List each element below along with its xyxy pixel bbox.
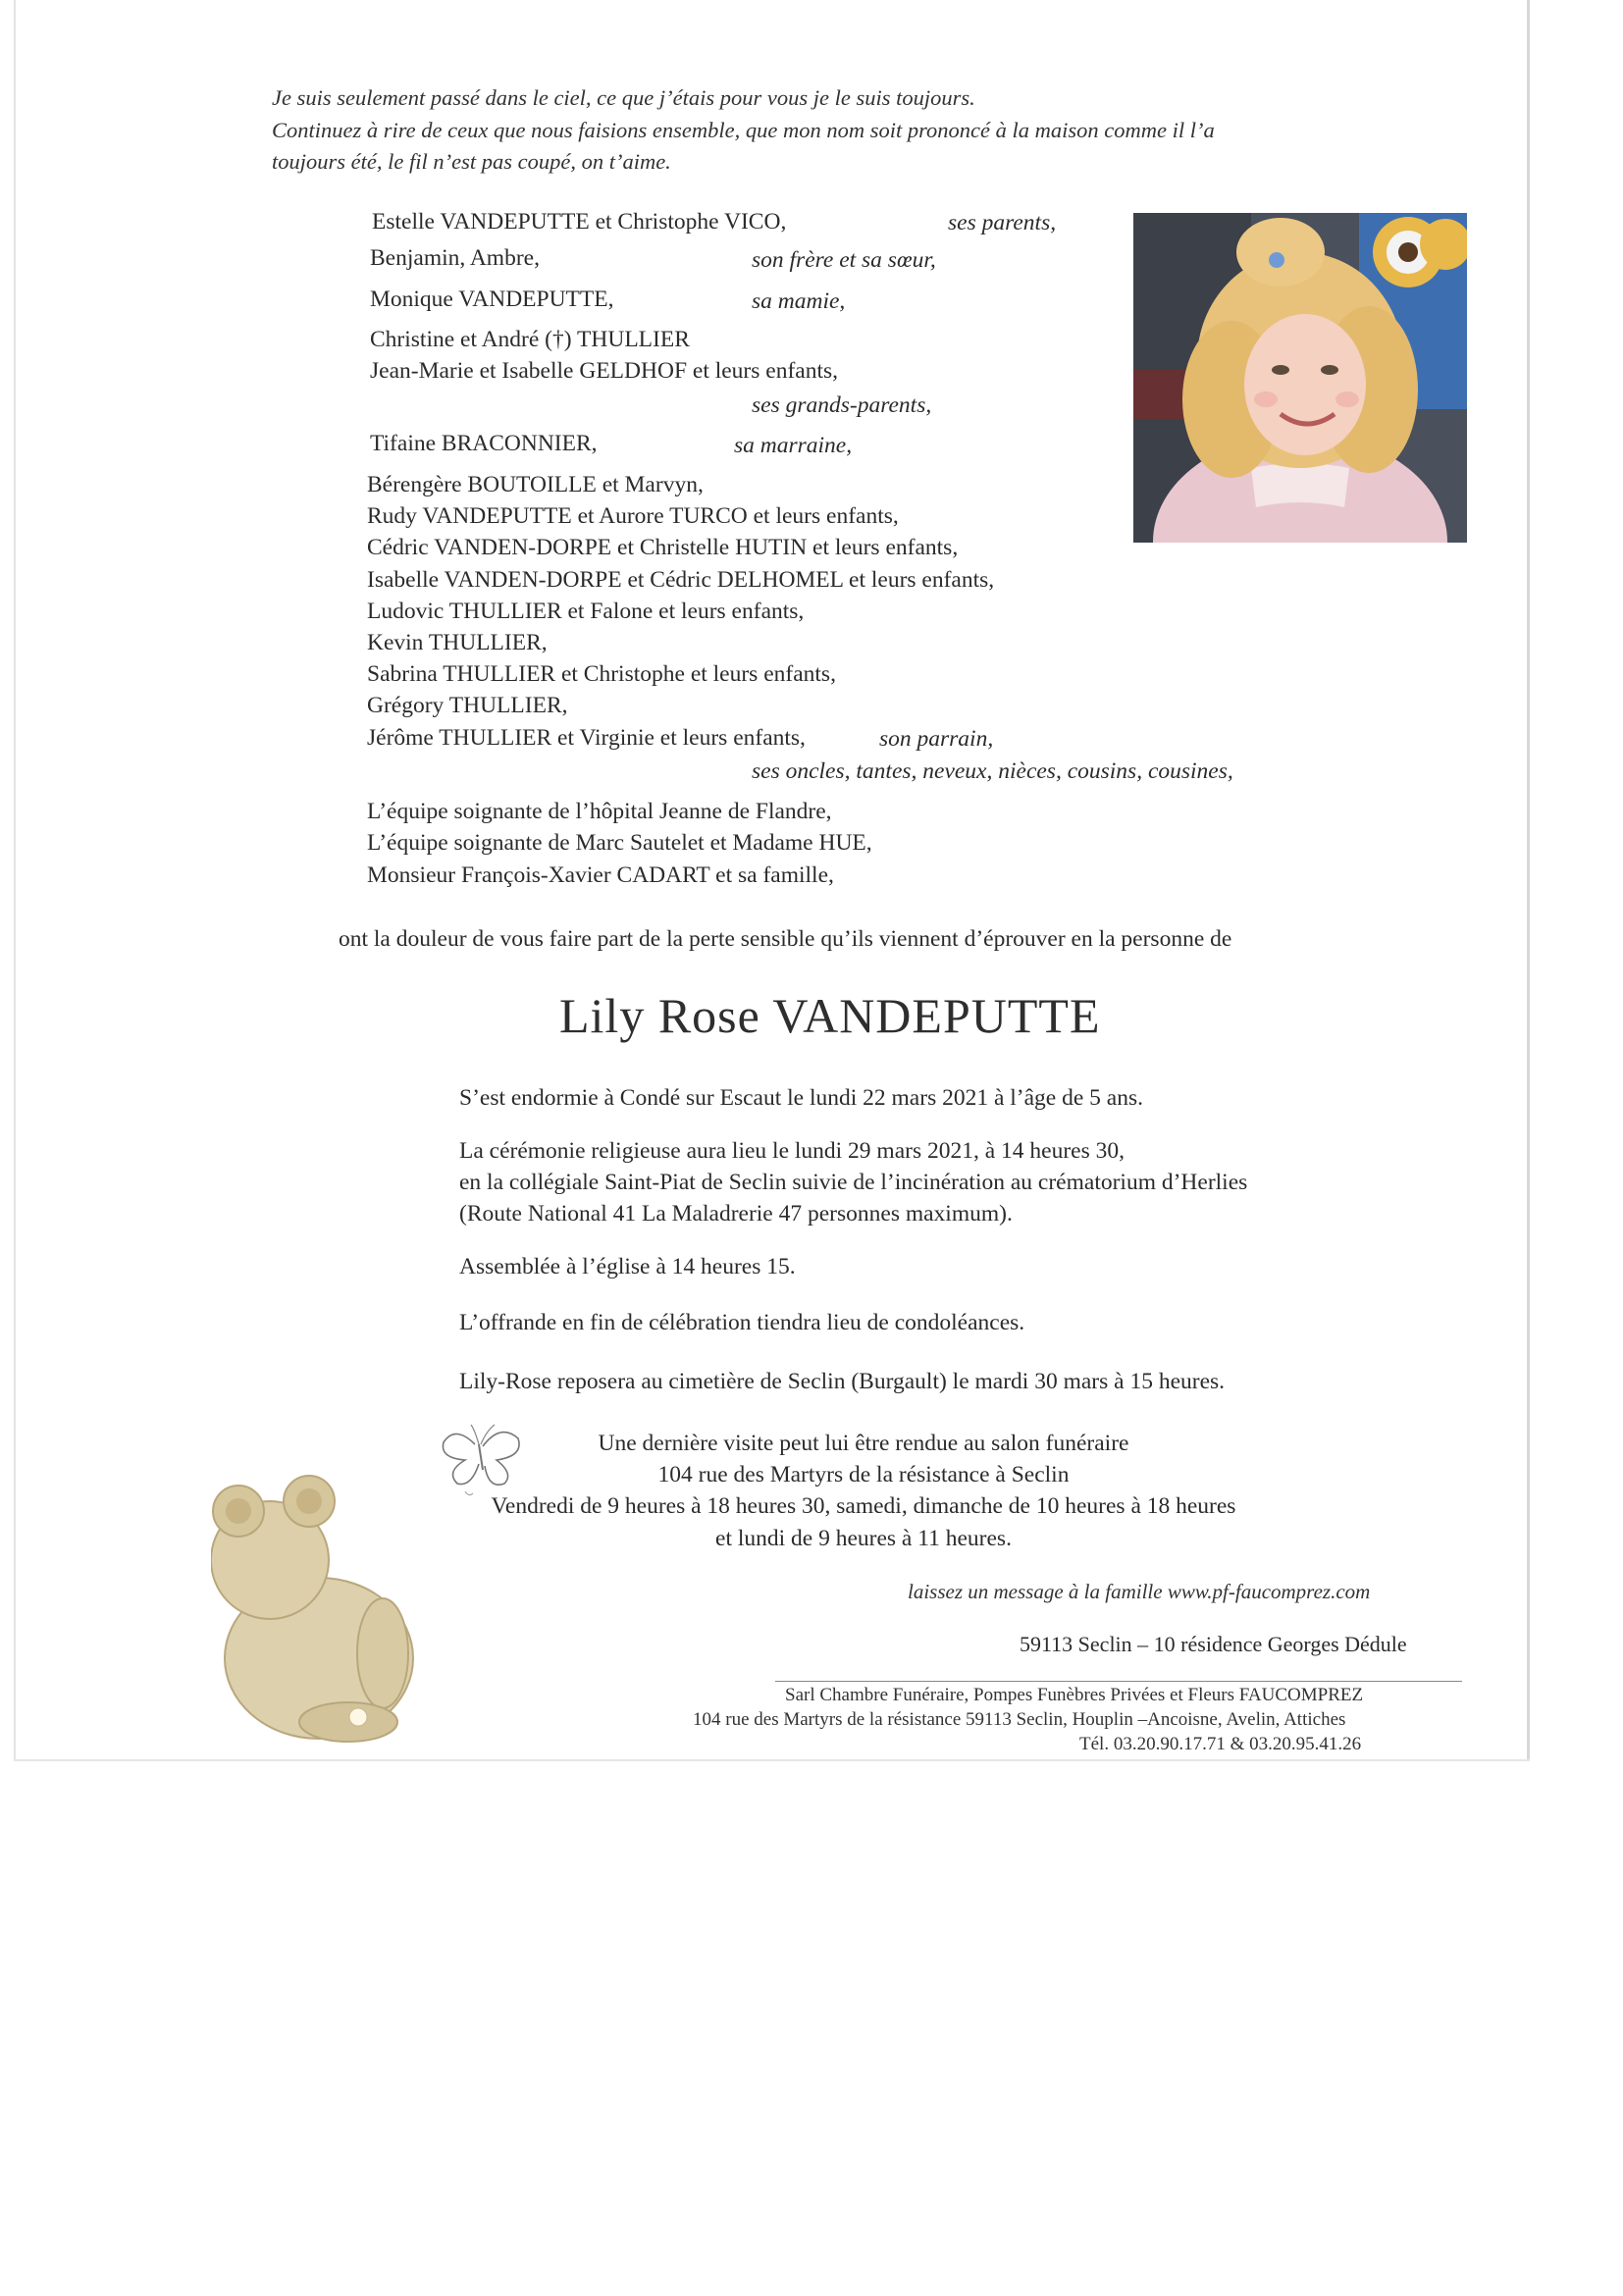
funeral-home-address: 104 rue des Martyrs de la résistance 59113 Seclin, Houplin –Ancoisne, Avelin, Attiches [693,1709,1346,1730]
scan-border-left [14,0,16,1761]
visit-line: Une dernière visite peut lui être rendue au salon funéraire [598,1431,1129,1456]
rest-notice: Lily-Rose reposera au cimetière de Seclin (Burgault) le mardi 30 mars à 15 heures. [459,1369,1226,1394]
announcement: ont la douleur de vous faire part de la perte sensible qu’ils viennent d’éprouver en la personne de [339,926,1232,952]
message-link[interactable]: laissez un message à la famille www.pf-faucomprez.com [908,1580,1371,1603]
family-uncle: Jérôme THULLIER et Virginie et leurs enfants, [367,725,806,751]
funeral-home-phone: Tél. 03.20.90.17.71 & 03.20.95.41.26 [1079,1734,1362,1754]
relation-parents: ses parents, [948,210,1057,235]
family-uncle: Isabelle VANDEN-DORPE et Cédric DELHOMEL et leurs enfants, [367,567,995,593]
care-team: Monsieur François-Xavier CADART et sa famille, [367,862,834,888]
relation-mamie: sa mamie, [752,288,846,314]
family-uncle: Grégory THULLIER, [367,693,568,718]
relation-siblings: son frère et sa sœur, [752,247,936,273]
family-mamie: Monique VANDEPUTTE, [370,287,614,312]
child-photo-illustration [1133,213,1467,543]
teddy-bear-illustration [211,1452,427,1747]
butterfly-sketch [436,1415,530,1503]
family-siblings: Benjamin, Ambre, [370,245,540,271]
poem-line: toujours été, le fil n’est pas coupé, on t’aime. [272,149,671,174]
family-uncle: Bérengère BOUTOILLE et Marvyn, [367,472,704,497]
visit-line: Vendredi de 9 heures à 18 heures 30, samedi, dimanche de 10 heures à 18 heures [491,1493,1236,1519]
visit-line: 104 rue des Martyrs de la résistance à Seclin [657,1462,1070,1487]
family-address: 59113 Seclin – 10 résidence Georges Dédule [1020,1632,1407,1656]
relation-marraine: sa marraine, [734,433,853,458]
family-grandparents-2: Jean-Marie et Isabelle GELDHOF et leurs enfants, [370,358,839,384]
death-notice: S’est endormie à Condé sur Escaut le lundi 22 mars 2021 à l’âge de 5 ans. [459,1085,1143,1111]
scan-border-bottom [14,1759,1530,1761]
relation-grandparents: ses grands-parents, [752,392,932,418]
relation-uncles: ses oncles, tantes, neveux, nièces, cousins, cousines, [752,758,1233,784]
family-parents: Estelle VANDEPUTTE et Christophe VICO, [372,209,787,235]
family-uncle: Kevin THULLIER, [367,630,548,655]
ceremony-line: en la collégiale Saint-Piat de Seclin suivie de l’incinération au crématorium d’Herlies [459,1170,1248,1195]
poem-line: Je suis seulement passé dans le ciel, ce que j’étais pour vous je le suis toujours. [272,85,975,110]
family-uncle: Sabrina THULLIER et Christophe et leurs enfants, [367,661,836,687]
ceremony-line: (Route National 41 La Maladrerie 47 personnes maximum). [459,1201,1013,1226]
relation-parrain: son parrain, [879,726,994,752]
offering-notice: L’offrande en fin de célébration tiendra lieu de condoléances. [459,1310,1025,1335]
care-team: L’équipe soignante de Marc Sautelet et Madame HUE, [367,830,872,856]
care-team: L’équipe soignante de l’hôpital Jeanne de Flandre, [367,799,832,824]
deceased-name: Lily Rose VANDEPUTTE [559,988,1101,1043]
child-photo [1133,213,1467,543]
family-grandparents-1: Christine et André (†) THULLIER [370,327,690,352]
ceremony-line: La cérémonie religieuse aura lieu le lundi 29 mars 2021, à 14 heures 30, [459,1138,1126,1164]
family-uncle: Rudy VANDEPUTTE et Aurore TURCO et leurs enfants, [367,503,899,529]
assembly-notice: Assemblée à l’église à 14 heures 15. [459,1254,796,1279]
scan-border-right [1527,0,1530,1761]
footer-divider [775,1681,1462,1682]
family-marraine: Tifaine BRACONNIER, [370,431,598,456]
poem-line: Continuez à rire de ceux que nous faisions ensemble, que mon nom soit prononcé à la maison comme il l’a [272,118,1215,142]
family-uncle: Cédric VANDEN-DORPE et Christelle HUTIN et leurs enfants, [367,535,959,560]
funeral-home-name: Sarl Chambre Funéraire, Pompes Funèbres Privées et Fleurs FAUCOMPREZ [785,1685,1364,1705]
family-uncle: Ludovic THULLIER et Falone et leurs enfants, [367,599,805,624]
visit-line: et lundi de 9 heures à 11 heures. [715,1526,1012,1551]
